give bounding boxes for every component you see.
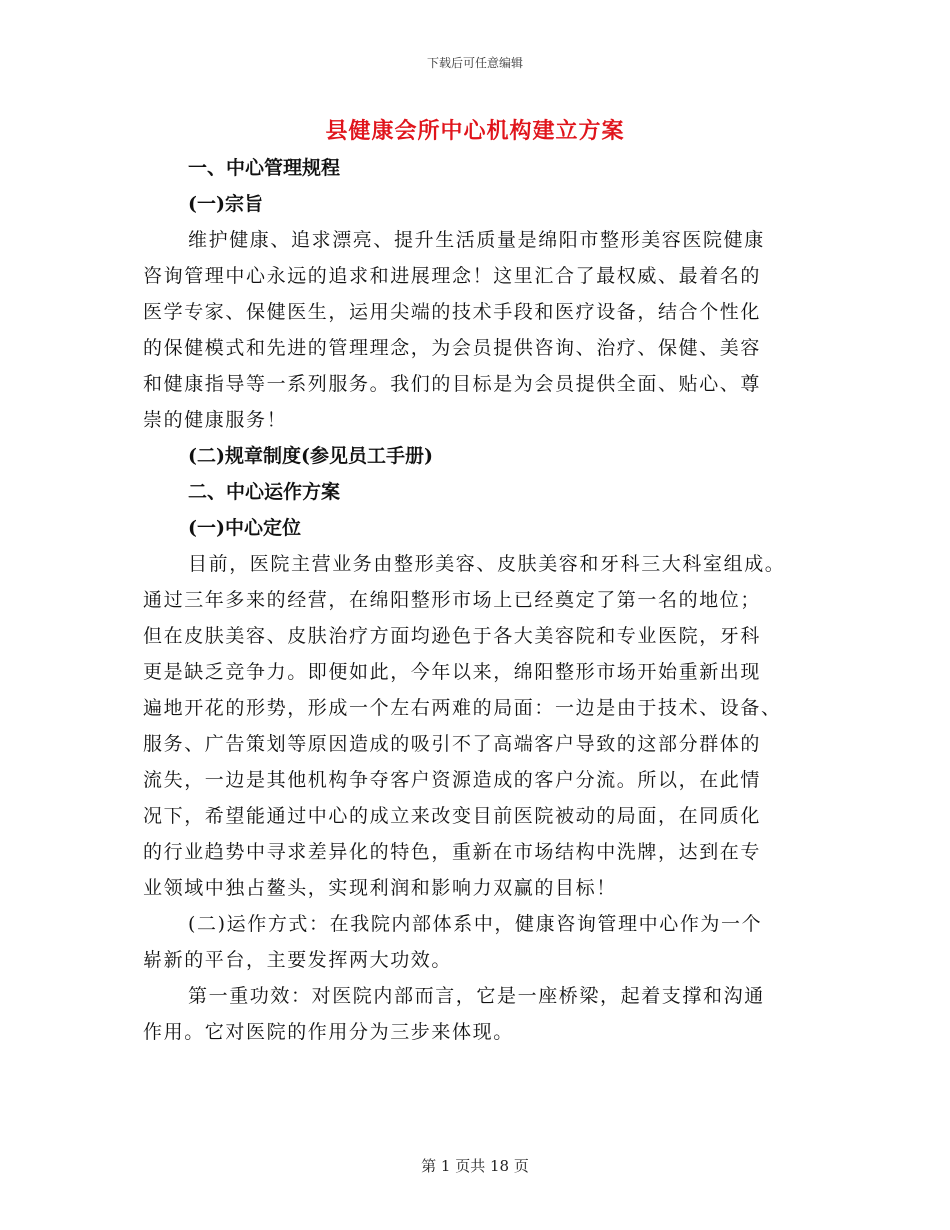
paragraph-line: 服务、广告策划等原因造成的吸引不了高端客户导致的这部分群体的 [143, 733, 762, 755]
paragraph-line: 但在皮肤美容、皮肤治疗方面均逊色于各大美容院和专业医院，牙科 [143, 625, 762, 647]
paragraph-line: 遍地开花的形势，形成一个左右两难的局面：一边是由于技术、设备、 [143, 697, 782, 719]
paragraph-purpose [143, 222, 813, 438]
paragraph-line: 的行业趋势中寻求差异化的特色，重新在市场结构中洗牌，达到在专 [143, 841, 762, 863]
page-number: 第 1 页共 18 页 [421, 1157, 529, 1175]
paragraph-line: 第一重功效：对医院内部而言，它是一座桥梁，起着支撑和沟通 [188, 985, 765, 1007]
paragraph-operation-mode [143, 906, 813, 978]
paragraph-line: 医学专家、保健医生，运用尖端的技术手段和医疗设备，结合个性化 [143, 301, 762, 323]
paragraph-line: 和健康指导等一系列服务。我们的目标是为会员提供全面、贴心、尊 [143, 373, 762, 395]
paragraph-line: 更是缺乏竞争力。即便如此，今年以来，绵阳整形市场开始重新出现 [143, 661, 762, 683]
paragraph-line: 咨询管理中心永远的追求和进展理念！这里汇合了最权威、最着名的 [143, 265, 762, 287]
paragraph-line: 崇的健康服务！ [143, 409, 288, 431]
paragraph-line: 的保健模式和先进的管理理念，为会员提供咨询、治疗、保健、美容 [143, 337, 762, 359]
document-body [143, 150, 813, 1050]
paragraph-line: 通过三年多来的经营，在绵阳整形市场上已经奠定了第一名的地位； [143, 589, 762, 611]
paragraph-line: 况下，希望能通过中心的成立来改变目前医院被动的局面，在同质化 [143, 805, 762, 827]
section-heading-1: 一、中心管理规程 [188, 157, 341, 179]
page-header-note: 下载后可任意编辑 [426, 56, 523, 70]
paragraph-line: 维护健康、追求漂亮、提升生活质量是绵阳市整形美容医院健康 [188, 229, 765, 251]
subsection-heading-rules: (二)规章制度(参见员工手册) [188, 445, 433, 467]
paragraph-line: 目前，医院主营业务由整形美容、皮肤美容和牙科三大科室组成。 [188, 553, 786, 575]
paragraph-first-function [143, 978, 813, 1050]
document-title: 县健康会所中心机构建立方案 [325, 118, 625, 144]
paragraph-positioning [143, 546, 813, 906]
paragraph-line: 业领域中独占鳌头，实现利润和影响力双赢的目标！ [143, 877, 617, 899]
subsection-heading-purpose: (一)宗旨 [188, 193, 263, 215]
subsection-heading-positioning: (一)中心定位 [188, 517, 301, 539]
paragraph-line: 崭新的平台，主要发挥两大功效。 [143, 949, 453, 971]
paragraph-line: (二)运作方式：在我院内部体系中，健康咨询管理中心作为一个 [188, 913, 763, 935]
paragraph-line: 流失，一边是其他机构争夺客户资源造成的客户分流。所以，在此情 [143, 769, 762, 791]
section-heading-2: 二、中心运作方案 [188, 481, 341, 503]
paragraph-line: 作用。它对医院的作用分为三步来体现。 [143, 1021, 514, 1043]
